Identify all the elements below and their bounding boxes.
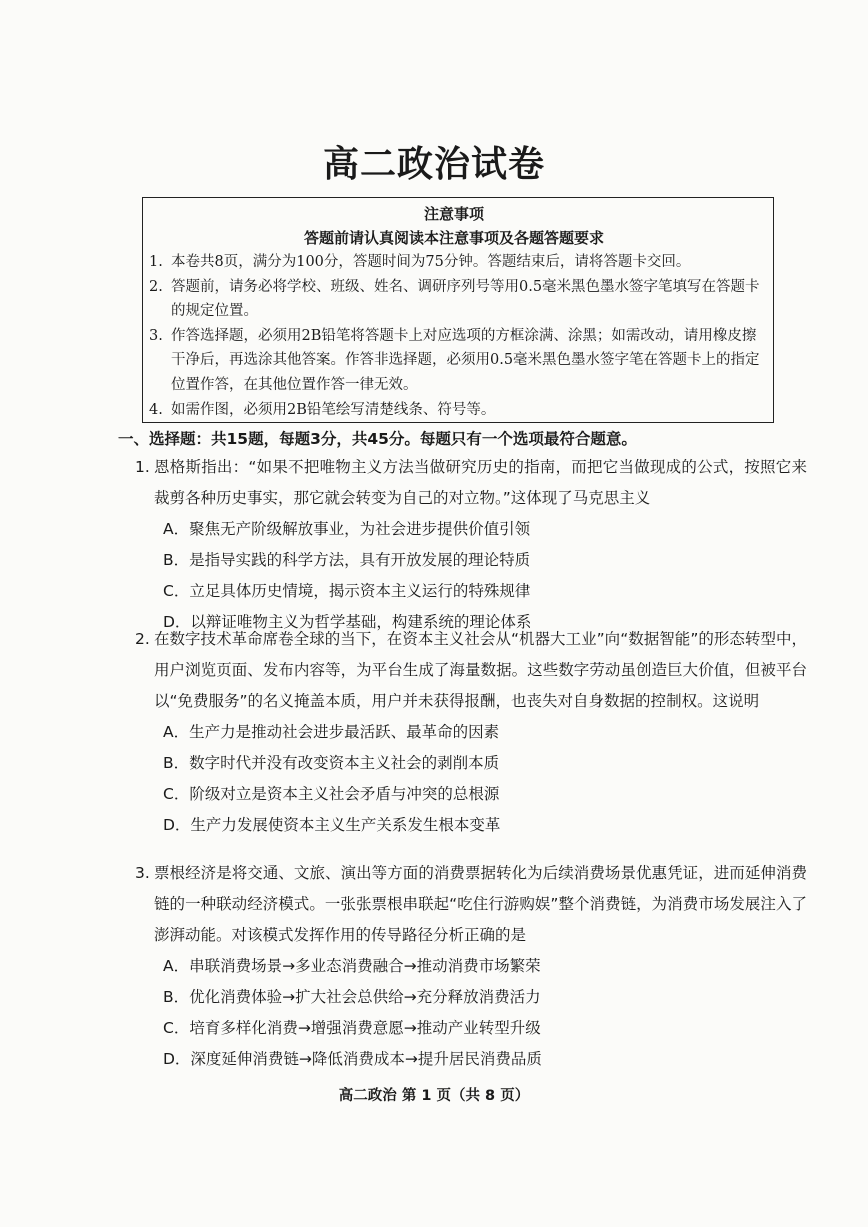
option-c: C．立足具体历史情境，揭示资本主义运行的特殊规律 [163, 582, 531, 600]
notice-item [149, 398, 765, 423]
notice-item-number: 1. [149, 254, 163, 270]
option-d: D．生产力发展使资本主义生产关系发生根本变革 [163, 816, 501, 834]
question-stem [135, 452, 807, 514]
notice-item-number: 3. [149, 327, 163, 344]
page-footer: 高二政治 第 1 页（共 8 页） [338, 1088, 530, 1104]
question-stem [135, 858, 807, 951]
notice-item-text: 答题前，请务必将学校、班级、姓名、调研序列号等用0.5毫米黑色墨水签字笔填写在答题卡的规定位置。 [171, 278, 760, 320]
question-1 [135, 452, 807, 638]
notice-subheading: 答题前请认真阅读本注意事项及各题答题要求 [303, 229, 604, 247]
section-heading: 一、选择题：共15题，每题3分，共45分。每题只有一个选项最符合题意。 [118, 430, 637, 448]
option-b: B．是指导实践的科学方法，具有开放发展的理论特质 [163, 551, 531, 569]
option-a: A．生产力是推动社会进步最活跃、最革命的因素 [163, 723, 500, 741]
question-3 [135, 858, 807, 1075]
notice-heading: 注意事项 [423, 205, 484, 223]
question-2 [135, 624, 807, 841]
option-b: B．优化消费体验→扩大社会总供给→充分释放消费活力 [163, 988, 541, 1006]
option-d: D．深度延伸消费链→降低消费成本→提升居民消费品质 [163, 1050, 542, 1068]
question-number: 1. [135, 458, 150, 476]
option-d: D．以辩证唯物主义为哲学基础，构建系统的理论体系 [163, 613, 532, 631]
notice-item-text: 作答选择题，必须用2B铅笔将答题卡上对应选项的方框涂满、涂黑；如需改动，请用橡皮擦干净后，再选涂其他答案。作答非选择题，必须用0.5毫米黑色墨水签字笔在答题卡上的指定位置作答，在其他位置作答一律无效。 [171, 327, 760, 393]
question-number: 3. [135, 864, 150, 882]
notice-item [149, 275, 765, 324]
notice-item [149, 250, 765, 275]
option-c: C．阶级对立是资本主义社会矛盾与冲突的总根源 [163, 785, 500, 803]
page-title: 高二政治试卷 [322, 144, 545, 185]
option-a: A．聚焦无产阶级解放事业，为社会进步提供价值引领 [163, 520, 531, 538]
notice-item-number: 4. [149, 401, 163, 418]
option-b: B．数字时代并没有改变资本主义社会的剥削本质 [163, 754, 500, 772]
question-text: 票根经济是将交通、文旅、演出等方面的消费票据转化为后续消费场景优惠凭证，进而延伸消费链的一种联动经济模式。一张张票根串联起“吃住行游购娱”整个消费链，为消费市场发展注入了澎湃动能。对该模式发挥作用的传导路径分析正确的是 [154, 864, 807, 944]
question-number: 2. [135, 630, 150, 648]
question-text: 在数字技术革命席卷全球的当下，在资本主义社会从“机器大工业”向“数据智能”的形态转型中，用户浏览页面、发布内容等，为平台生成了海量数据。这些数字劳动虽创造巨大价值，但被平台以“免费服务”的名义掩盖本质，用户并未获得报酬，也丧失对自身数据的控制权。这说明 [154, 630, 807, 710]
question-text: 恩格斯指出：“如果不把唯物主义方法当做研究历史的指南，而把它当做现成的公式，按照它来裁剪各种历史事实，那它就会转变为自己的对立物。”这体现了马克思主义 [154, 458, 807, 507]
notice-box [142, 197, 774, 423]
option-a: A．串联消费场景→多业态消费融合→推动消费市场繁荣 [163, 957, 541, 975]
notice-item-text: 如需作图，必须用2B铅笔绘写清楚线条、符号等。 [171, 401, 496, 418]
notice-item-number: 2. [149, 278, 163, 295]
notice-item-text: 本卷共8页，满分为100分，答题时间为75分钟。答题结束后，请将答题卡交回。 [171, 254, 691, 270]
question-stem [135, 624, 807, 717]
option-c: C．培育多样化消费→增强消费意愿→推动产业转型升级 [163, 1019, 541, 1037]
notice-item [149, 324, 765, 398]
